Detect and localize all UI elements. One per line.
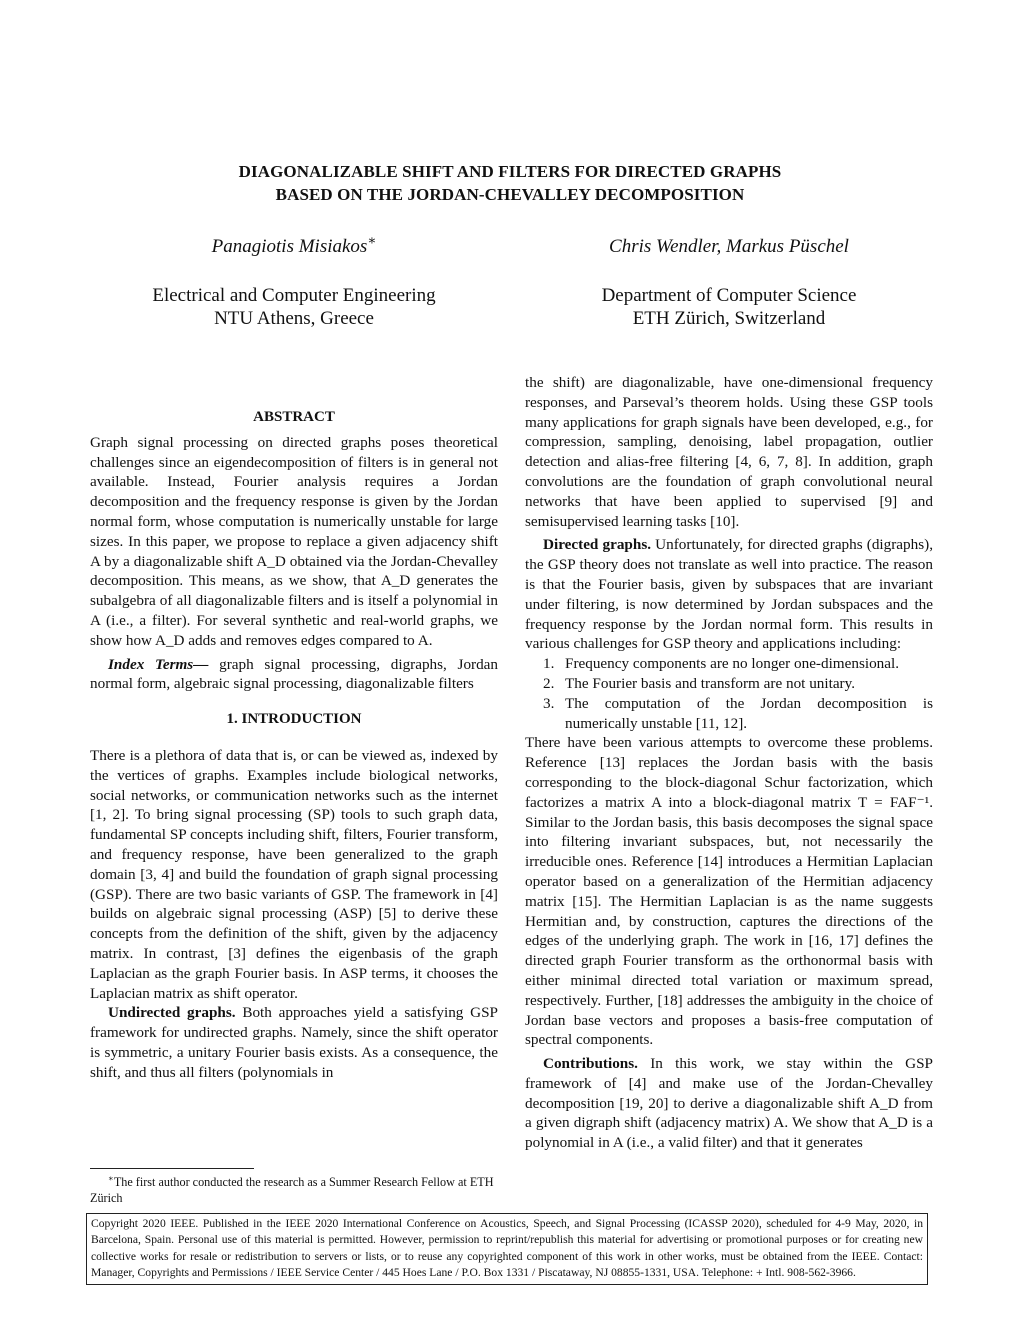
affiliation-left bbox=[90, 284, 498, 330]
list-item-text: The computation of the Jordan decomposition is numerically unstable [11, 12]. bbox=[565, 694, 933, 732]
intro-undirected-paragraph bbox=[90, 1003, 498, 1082]
footnote-mark: ∗ bbox=[108, 1172, 114, 1183]
author-left-name: Panagiotis Misiakos bbox=[211, 236, 368, 257]
footnote-rule bbox=[90, 1168, 254, 1169]
copyright-notice: Copyright 2020 IEEE. Published in the IEEE 2020 International Conference on Acoustics, Speech, and Signal Processing (ICASSP 2020), scheduled for 4-9 May, 2020, in Barcelona, Spain. Personal use of this material is permitted. However, permission to reprint/republish this material for advertising or promotional purposes or for creating new collective works for resale or redistribution to servers or lists, or to reuse any copyrighted component of this work in other works, must be obtained from the IEEE. Contact: Manager, Copyrights and Permissions / IEEE Service Center / 445 Hoes Lane / P.O. Box 1331 / Piscataway, NJ 08855-1331, USA. Telephone: + Intl. 908-562-3966. bbox=[86, 1213, 928, 1285]
list-item-text: Frequency components are no longer one-dimensional. bbox=[565, 655, 900, 673]
abstract-heading: ABSTRACT bbox=[253, 409, 335, 425]
undirected-graphs-label: Undirected graphs. bbox=[108, 1004, 236, 1022]
list-item-number: 2. bbox=[543, 674, 555, 692]
affiliation-left-dept: Electrical and Computer Engineering bbox=[152, 285, 436, 306]
directed-graphs-label: Directed graphs. bbox=[543, 536, 652, 554]
directed-graphs-paragraph bbox=[525, 535, 933, 654]
contributions-text: In this work, we stay within the GSP framework of [4] and make use of the Jordan-Chevalley decomposition [19, 20] to derive a diagonalizable shift A_D from a given digraph shift (adjacency matrix) A. We show that A_D is a polynomial in A (i.e., a valid filter) and that it generates bbox=[525, 1055, 934, 1152]
author-right: Chris Wendler, Markus Püschel bbox=[609, 236, 849, 257]
affiliation-right-dept: Department of Computer Science bbox=[601, 285, 857, 306]
author-left bbox=[90, 232, 498, 258]
list-item-number: 1. bbox=[543, 655, 555, 673]
intro-heading: 1. INTRODUCTION bbox=[226, 711, 362, 728]
list-item-number: 3. bbox=[543, 694, 555, 712]
attempts-paragraph: There have been various attempts to overcome these problems. Reference [13] replaces the Jordan basis with the basis corresponding to the block-diagonal Schur factorization, which factorizes a matrix A into a block-diagonal matrix T = FAF⁻¹. Similar to the Jordan basis, this basis decomposes the signal space into filtering invariant subspaces, but, not necessarily the irreducible ones. Reference [14] introduces a Hermitian Laplacian operator based on a generalization of the Hermitian adjacency matrix [15]. The Hermitian Laplacian is as the name suggests Hermitian and, by construction, captures the directions of the edges of the underlying graph. The work in [16, 17] defines the directed graph Fourier transform as the orthonormal basis with either minimal directed total variation or maximum spread, respectively. Further, [18] addresses the ambiguity in the choice of Jordan base vectors and proposes a basis-free computation of spectral components. bbox=[525, 734, 933, 1049]
index-terms bbox=[90, 655, 498, 695]
list-item-text: The Fourier basis and transform are not unitary. bbox=[565, 674, 856, 692]
affiliation-right bbox=[525, 284, 933, 330]
footnote bbox=[90, 1174, 498, 1206]
intro-paragraph-1: There is a plethora of data that is, or can be viewed as, indexed by the vertices of graphs. Examples include biological networks, social networks, or communication networks such as the internet [1, 2]. To bring signal processing (SP) tools to such graph data, fundamental SP concepts including shift, filters, Fourier transform, and frequency response, have been generalized to the graph domain [3, 4] and build the foundation of graph signal processing (GSP). There are two basic variants of GSP. The framework in [4] builds on algebraic signal processing (ASP) [5] to derive these concepts from the definition of the shift, given by the adjacency matrix. In contrast, [3] defines the eigenbasis of the graph Laplacian as the graph Fourier basis. In ASP terms, it chooses the Laplacian matrix as shift operator. bbox=[90, 746, 498, 1002]
challenges-list bbox=[525, 654, 933, 733]
undirected-graphs-text: Both approaches yield a satisfying GSP framework for undirected graphs. Namely, since the shift operator is symmetric, a unitary Fourier basis exists. As a consequence, the shift, and thus all filters (polynomials in bbox=[90, 1004, 498, 1081]
affiliation-right-place: ETH Zürich, Switzerland bbox=[632, 308, 826, 329]
list-item bbox=[525, 654, 933, 674]
index-terms-text: graph signal processing, digraphs, Jordan normal form, algebraic signal processing, diagonalizable filters bbox=[90, 655, 499, 693]
paper-title-line-1: DIAGONALIZABLE SHIFT AND FILTERS FOR DIRECTED GRAPHS bbox=[238, 162, 782, 181]
right-column bbox=[525, 373, 933, 1153]
right-continuation-paragraph: the shift) are diagonalizable, have one-dimensional frequency responses, and Parseval’s theorem holds. Using these GSP tools many applications for graph signals have been developed, e.g., for compression, sampling, denoising, label propagation, outlier detection and alias-free filtering [4, 6, 7, 8]. In addition, graph convolutions are the foundation of graph convolutional neural networks that have been applied to supervised [9] and semisupervised learning tasks [10]. bbox=[525, 374, 933, 530]
footnote-text: The first author conducted the research as a Summer Research Fellow at ETH Zürich bbox=[90, 1175, 494, 1205]
contributions-label: Contributions. bbox=[543, 1055, 638, 1073]
list-item bbox=[525, 674, 933, 694]
left-column bbox=[90, 408, 498, 1083]
author-footnote-mark: ∗ bbox=[367, 232, 377, 248]
affiliation-left-place: NTU Athens, Greece bbox=[214, 308, 374, 329]
paper-title-line-2: BASED ON THE JORDAN-CHEVALLEY DECOMPOSITION bbox=[275, 185, 745, 204]
contributions-paragraph bbox=[525, 1054, 933, 1153]
list-item bbox=[525, 694, 933, 734]
index-terms-label: Index Terms— bbox=[108, 655, 209, 673]
abstract-body: Graph signal processing on directed graphs poses theoretical challenges since an eigendecomposition of filters is in general not available. Instead, Fourier analysis requires a Jordan decomposition and the frequency response is given by the Jordan normal form, whose computation is numerically unstable for large sizes. In this paper, we propose to replace a given adjacency shift A by a diagonalizable shift A_D obtained via the Jordan-Chevalley decomposition. This means, as we show, that A_D generates the subalgebra of all diagonalizable filters and is itself a polynomial in A (i.e., a filter). For several synthetic and real-world graphs, we show how A_D adds and removes edges compared to A. bbox=[90, 433, 498, 649]
directed-graphs-text: Unfortunately, for directed graphs (digraphs), the GSP theory does not translate as well into practice. The reason is that the Fourier basis, given by subspaces that are invariant under filtering, is now determined by Jordan subspaces and the frequency response by the Jordan normal form. This results in various challenges for GSP theory and applications including: bbox=[525, 536, 933, 653]
